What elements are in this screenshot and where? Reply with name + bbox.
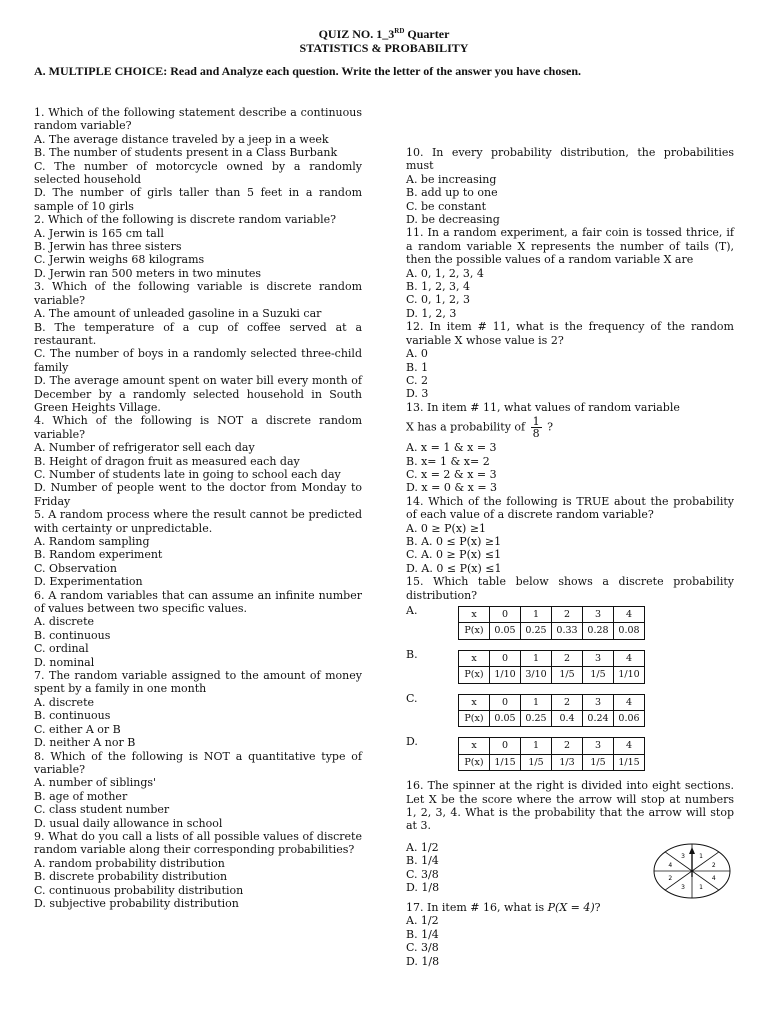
choice-item: D. 1/8 xyxy=(406,881,440,895)
choice-item: B. x= 1 & x= 2 xyxy=(406,454,490,468)
choice-item: C. x = 2 & x = 3 xyxy=(406,467,497,481)
table-cell: 0.25 xyxy=(521,711,552,727)
table-cell: P(x) xyxy=(459,711,490,727)
choice-item: D. The number of girls taller than 5 feet in a random sample of 10 girls xyxy=(34,186,362,213)
q13-choices xyxy=(406,441,734,495)
choice-item: D. subjective probability distribution xyxy=(34,896,239,910)
table-row xyxy=(459,607,645,623)
choice-item: C. A. 0 ≥ P(x) ≤1 xyxy=(406,548,502,562)
choice-item: A. The amount of unleaded gasoline in a Suzuki car xyxy=(34,307,322,321)
choice-item: B. 1, 2, 3, 4 xyxy=(406,280,471,294)
question-item: 1. Which of the following statement describe a continuous random variable? xyxy=(34,106,362,133)
choice-item: B. Jerwin has three sisters xyxy=(34,240,182,254)
spinner-label: 4 xyxy=(711,874,716,882)
choice-item: D. The average amount spent on water bill every month of December by a randomly selected household in South Green Heights Village. xyxy=(34,374,362,414)
choice-item: D. neither A nor B xyxy=(34,736,136,750)
quiz-header xyxy=(0,24,768,55)
choice-item: D. 1/8 xyxy=(406,954,440,968)
q15-tables xyxy=(406,604,734,771)
table-cell: 4 xyxy=(614,650,645,666)
choice-item: B. discrete probability distribution xyxy=(34,870,228,884)
question-item: 8. Which of the following is NOT a quantitative type of variable? xyxy=(34,749,362,776)
question-item: 2. Which of the following is discrete random variable? xyxy=(34,213,337,227)
choice-item: C. 2 xyxy=(406,373,429,387)
choice-item: B. Random experiment xyxy=(34,548,163,562)
choice-item: C. Jerwin weighs 68 kilograms xyxy=(34,253,205,267)
table-cell: 0.28 xyxy=(583,623,614,639)
choice-item: A. Random sampling xyxy=(34,535,150,548)
q12-choices xyxy=(406,347,734,401)
table-cell: 1 xyxy=(521,650,552,666)
table-cell: 2 xyxy=(552,738,583,754)
table-row xyxy=(459,694,645,710)
choice-item: C. 0, 1, 2, 3 xyxy=(406,293,470,307)
quiz-title: QUIZ NO. 1_3RD Quarter xyxy=(318,27,450,41)
table-cell: 0 xyxy=(490,738,521,754)
table-cell: 0.05 xyxy=(490,711,521,727)
table-cell: 3 xyxy=(583,607,614,623)
choice-item: D. 3 xyxy=(406,387,429,401)
question-13-line1: 13. In item # 11, what values of random variable xyxy=(406,400,680,414)
table-cell: x xyxy=(459,694,490,710)
table-cell: P(x) xyxy=(459,667,490,683)
question-10: 10. In every probability distribution, the probabilities must xyxy=(406,146,734,173)
table-option xyxy=(406,735,734,771)
question-16-block xyxy=(406,779,734,841)
table-cell: 1/10 xyxy=(614,667,645,683)
spinner-label: 2 xyxy=(711,861,716,869)
fraction-one-eighth: $\frac{1}{8}$ xyxy=(532,415,540,441)
choice-item: A. 1/2 xyxy=(406,914,439,928)
probability-table xyxy=(458,694,645,728)
choice-item: C. continuous probability distribution xyxy=(34,883,244,897)
table-cell: P(x) xyxy=(459,754,490,770)
table-cell: x xyxy=(459,738,490,754)
choice-item: C. Number of students late in going to school each day xyxy=(34,467,341,481)
subject-title: STATISTICS & PROBABILITY xyxy=(299,41,469,55)
choice-item: A. discrete xyxy=(34,695,95,709)
choice-item: B. continuous xyxy=(34,709,111,723)
table-cell: 1/3 xyxy=(552,754,583,770)
choice-item: B. 1/4 xyxy=(406,927,439,941)
table-cell: 0.4 xyxy=(552,711,583,727)
choice-item: D. be decreasing xyxy=(406,213,500,227)
choice-item: A. random probability distribution xyxy=(34,856,225,870)
choice-item: A. be increasing xyxy=(406,172,497,186)
spinner-arrow-head xyxy=(689,847,695,854)
choice-item: A. 0, 1, 2, 3, 4 xyxy=(406,266,484,280)
choice-item: D. 1, 2, 3 xyxy=(406,306,457,320)
choice-item: C. either A or B xyxy=(34,722,121,736)
table-option-label: A. xyxy=(406,604,418,617)
table-cell: 0 xyxy=(490,650,521,666)
choice-item: C. The number of boys in a randomly selected three-child family xyxy=(34,347,362,374)
choice-item: D. nominal xyxy=(34,655,95,669)
table-row xyxy=(459,738,645,754)
table-cell: 4 xyxy=(614,738,645,754)
choice-item: A. number of siblings' xyxy=(34,776,157,790)
question-item: 4. Which of the following is NOT a discrete random variable? xyxy=(34,414,362,441)
table-cell: 1/5 xyxy=(552,667,583,683)
question-item: 3. Which of the following variable is discrete random variable? xyxy=(34,280,362,307)
table-option xyxy=(406,692,734,728)
q17-choices xyxy=(406,914,734,968)
question-item: 7. The random variable assigned to the amount of money spent by a family in one month xyxy=(34,669,362,696)
table-cell: 0 xyxy=(490,607,521,623)
table-cell: 0.24 xyxy=(583,711,614,727)
table-cell: 0.25 xyxy=(521,623,552,639)
question-12: 12. In item # 11, what is the frequency of the random variable X whose value is 2? xyxy=(406,320,734,347)
question-14: 14. Which of the following is TRUE about the probability of each value of a discrete random variable? xyxy=(406,494,734,522)
table-cell: 0.06 xyxy=(614,711,645,727)
table-cell: 3 xyxy=(583,694,614,710)
choice-item: A. 0 ≥ P(x) ≥1 xyxy=(406,521,487,535)
choice-item: D. x = 0 & x = 3 xyxy=(406,481,498,495)
choice-item: C. class student number xyxy=(34,803,170,817)
table-option xyxy=(406,604,734,640)
table-option xyxy=(406,648,734,684)
instructions: A. MULTIPLE CHOICE: Read and Analyze each question. Write the letter of the answer you have chosen. xyxy=(34,64,582,78)
question-item: 6. A random variables that can assume an infinite number of values between two specific values. xyxy=(34,588,362,616)
table-cell: 3 xyxy=(583,650,614,666)
table-cell: x xyxy=(459,607,490,623)
question-11: 11. In a random experiment, a fair coin is tossed thrice, if a random variable X represents the number of tails (T), then the possible values of a random variable X are xyxy=(406,226,734,267)
q11-choices xyxy=(406,267,734,321)
table-cell: 2 xyxy=(552,650,583,666)
table-option-label: D. xyxy=(406,735,418,749)
probability-table xyxy=(458,606,645,640)
choice-item: D. Experimentation xyxy=(34,575,143,589)
table-cell: 2 xyxy=(552,607,583,623)
table-cell: 0.05 xyxy=(490,623,521,639)
choice-item: C. Observation xyxy=(34,561,117,575)
table-cell: 1 xyxy=(521,607,552,623)
question-13-line2: X has a probability of $\frac{1}{8}$ ? xyxy=(406,415,554,441)
table-cell: 1/5 xyxy=(521,754,552,770)
choice-item: C. be constant xyxy=(406,199,487,213)
question-17: 17. In item # 16, what is P(X = 4)? xyxy=(406,900,601,914)
left-column xyxy=(34,106,362,910)
choice-item: A. x = 1 & x = 3 xyxy=(406,441,497,455)
table-row xyxy=(459,650,645,666)
q10-choices xyxy=(406,173,734,227)
choice-item: C. 3/8 xyxy=(406,867,439,881)
table-option-label: B. xyxy=(406,647,418,661)
table-cell: 1 xyxy=(521,738,552,754)
table-row xyxy=(459,711,645,727)
question-16: 16. The spinner at the right is divided into eight sections. Let X be the score where the arrow will stop at numbers 1, 2, 3, 4. What is the probability that the arrow will stop at 3. xyxy=(406,779,734,833)
choice-item: A. 1/2 xyxy=(406,840,439,854)
table-cell: 0.33 xyxy=(552,623,583,639)
table-cell: 1/15 xyxy=(490,754,521,770)
question-item: 9. What do you call a lists of all possible values of discrete random variable along their corresponding probabilities? xyxy=(34,829,362,857)
question-item: 5. A random process where the result cannot be predicted with certainty or unpredictable. xyxy=(34,508,362,535)
choice-item: A. 0 xyxy=(406,347,428,361)
spinner-label: 2 xyxy=(668,874,673,882)
spinner-icon xyxy=(650,841,734,901)
choice-item: A. Jerwin is 165 cm tall xyxy=(34,226,164,240)
table-row xyxy=(459,754,645,770)
choice-item: B. add up to one xyxy=(406,186,498,200)
table-cell: 1/10 xyxy=(490,667,521,683)
choice-item: D. A. 0 ≤ P(x) ≤1 xyxy=(406,561,502,575)
choice-item: A. discrete xyxy=(34,615,95,629)
table-row xyxy=(459,667,645,683)
spinner-label: 1 xyxy=(699,883,703,891)
q14-choices xyxy=(406,522,734,576)
spinner-label: 4 xyxy=(668,861,673,869)
choice-item: D. usual daily allowance in school xyxy=(34,816,223,830)
table-cell: P(x) xyxy=(459,623,490,639)
table-cell: 2 xyxy=(552,694,583,710)
table-option-label: C. xyxy=(406,691,418,705)
choice-item: B. A. 0 ≤ P(x) ≥1 xyxy=(406,534,502,548)
table-cell: 4 xyxy=(614,607,645,623)
spinner-label: 3 xyxy=(681,852,685,860)
probability-table xyxy=(458,737,645,771)
choice-item: D. Number of people went to the doctor from Monday to Friday xyxy=(34,481,362,508)
spinner-label: 1 xyxy=(699,852,703,860)
choice-item: B. 1/4 xyxy=(406,854,439,868)
table-cell: x xyxy=(459,650,490,666)
table-cell: 1/5 xyxy=(583,667,614,683)
choice-item: B. The number of students present in a Class Burbank xyxy=(34,146,338,160)
question-15: 15. Which table below shows a discrete probability distribution? xyxy=(406,575,734,602)
choice-item: C. ordinal xyxy=(34,642,89,656)
table-cell: 0 xyxy=(490,694,521,710)
probability-table xyxy=(458,650,645,684)
spinner-label: 3 xyxy=(681,883,685,891)
choice-item: B. The temperature of a cup of coffee served at a restaurant. xyxy=(34,320,362,347)
choice-item: B. Height of dragon fruit as measured each day xyxy=(34,454,300,468)
q16-row xyxy=(406,841,734,901)
table-cell: 4 xyxy=(614,694,645,710)
table-cell: 3 xyxy=(583,738,614,754)
table-cell: 1/15 xyxy=(614,754,645,770)
choice-item: A. Number of refrigerator sell each day xyxy=(34,441,255,455)
choice-item: C. The number of motorcycle owned by a randomly selected household xyxy=(34,159,362,187)
choice-item: D. Jerwin ran 500 meters in two minutes xyxy=(34,266,262,280)
choice-item: B. 1 xyxy=(406,360,429,374)
table-cell: 1 xyxy=(521,694,552,710)
table-cell: 0.08 xyxy=(614,623,645,639)
choice-item: C. 3/8 xyxy=(406,941,439,955)
choice-item: A. The average distance traveled by a jeep in a week xyxy=(34,132,329,146)
q16-choices xyxy=(406,841,439,901)
choice-item: B. age of mother xyxy=(34,789,128,803)
table-row xyxy=(459,623,645,639)
table-cell: 3/10 xyxy=(521,667,552,683)
choice-item: B. continuous xyxy=(34,628,111,642)
right-column xyxy=(406,146,734,968)
table-cell: 1/5 xyxy=(583,754,614,770)
